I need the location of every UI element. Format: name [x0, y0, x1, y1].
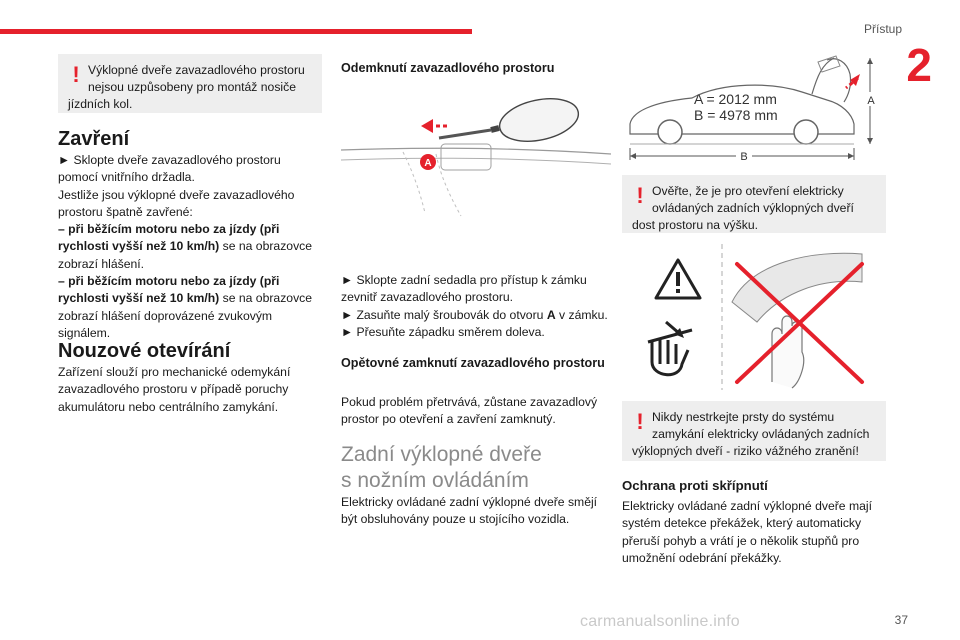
heading-unlock: Odemknutí zavazadlového prostoru [341, 61, 555, 75]
closing-item-2 [58, 273, 320, 342]
warning-bike-carrier-text: Výklopné dveře zavazadlového prostoru nejsou uzpůsobeny pro montáž nosiče jízdních kol. [68, 63, 305, 111]
header-red-bar [0, 29, 472, 34]
finger-warning-illustration [622, 242, 886, 392]
warning-height-text: Ověřte, že je pro otevření elektricky ovládaných zadních výklopných dveří dost prostoru na výšku. [632, 184, 854, 232]
unlock-step-3: ► Přesuňte západku směrem doleva. [341, 324, 545, 339]
pinch-protection-text: Elektricky ovládané zadní výklopné dveře mají systém detekce překážek, který automaticky přeruší pohyb a vrátí je o několik stupňů pro umožnění odebrání překážky. [622, 499, 872, 565]
heading-closing: Zavření [58, 128, 130, 150]
warning-height-clearance [622, 175, 886, 233]
hand-icon [652, 338, 688, 375]
lock-illustration [341, 88, 611, 238]
section-title: Přístup [863, 22, 902, 36]
unlock-step-2-pre: ► Zasuňte malý šroubovák do otvoru [341, 307, 547, 322]
car-dimension-illustration [622, 52, 886, 164]
closing-text [58, 152, 320, 342]
unlock-step-2 [341, 307, 609, 324]
chapter-number: 2 [906, 39, 932, 91]
warning-fingers-text: Nikdy nestrkejte prsty do systému zamykání elektricky ovládaných zadních výklopných dveří - riziko vážného zranění! [632, 410, 870, 458]
figure-label-a: A [424, 158, 432, 169]
heading-foot-line-1: Zadní výklopné dveře [341, 443, 542, 466]
emergency-text: Zařízení slouží pro mechanické odemykání zavazadlového prostoru v případě poruchy akumulátoru nebo centrálního zamykání. [58, 365, 291, 414]
closing-item-1-rest: se na obrazovce zobrazí hlášení. [58, 239, 313, 271]
closing-step: ► Sklopte dveře zavazadlového prostoru pomocí vnitřního držadla. [58, 153, 281, 185]
page-number: 37 [894, 613, 908, 627]
closing-item-1-bold: – při běžícím motoru nebo za jízdy (při rychlosti vyšší než 10 km/h) [58, 222, 280, 254]
closing-condition: Jestliže jsou výklopné dveře zavazadlového prostoru špatně zavřené: [58, 187, 295, 219]
label-b: B [740, 151, 748, 163]
dimension-b: B = 4978 mm [694, 107, 778, 123]
warning-icon: ! [636, 409, 644, 434]
watermark: carmanualsonline.info [580, 613, 740, 630]
dimension-a: A = 2012 mm [694, 91, 777, 107]
warning-fingers [622, 401, 886, 461]
closing-item-1 [58, 221, 320, 273]
warning-icon: ! [72, 62, 80, 87]
unlock-steps [341, 272, 609, 341]
heading-emergency: Nouzové otevírání [58, 340, 231, 362]
unlock-step-1: ► Sklopte zadní sedadla pro přístup k zámku zevnitř zavazadlového prostoru. [341, 273, 587, 305]
heading-foot-tailgate [341, 442, 609, 494]
warning-bike-carrier [58, 54, 322, 113]
heading-pinch-protection: Ochrana proti skřípnutí [622, 478, 768, 493]
unlock-step-2-post: v zámku. [555, 307, 608, 322]
closing-item-2-rest: se na obrazovce zobrazí hlášení doprovázené zvukovým signálem. [58, 291, 313, 340]
label-a: A [867, 95, 875, 107]
relock-text: Pokud problém přetrvává, zůstane zavazadlový prostor po otevření a zavření zamknutý. [341, 395, 598, 427]
heading-foot-line-2: s nožním ovládáním [341, 469, 529, 492]
heading-relock: Opětovné zamknutí zavazadlového prostoru [341, 356, 605, 370]
closing-item-2-bold: – při běžícím motoru nebo za jízdy (při rychlosti vyšší než 10 km/h) [58, 274, 280, 306]
foot-tailgate-text: Elektricky ovládané zadní výklopné dveře smějí být obsluhovány pouze u stojícího vozidla. [341, 495, 598, 527]
warning-icon: ! [636, 183, 644, 208]
unlock-step-2-bold: A [546, 307, 556, 322]
